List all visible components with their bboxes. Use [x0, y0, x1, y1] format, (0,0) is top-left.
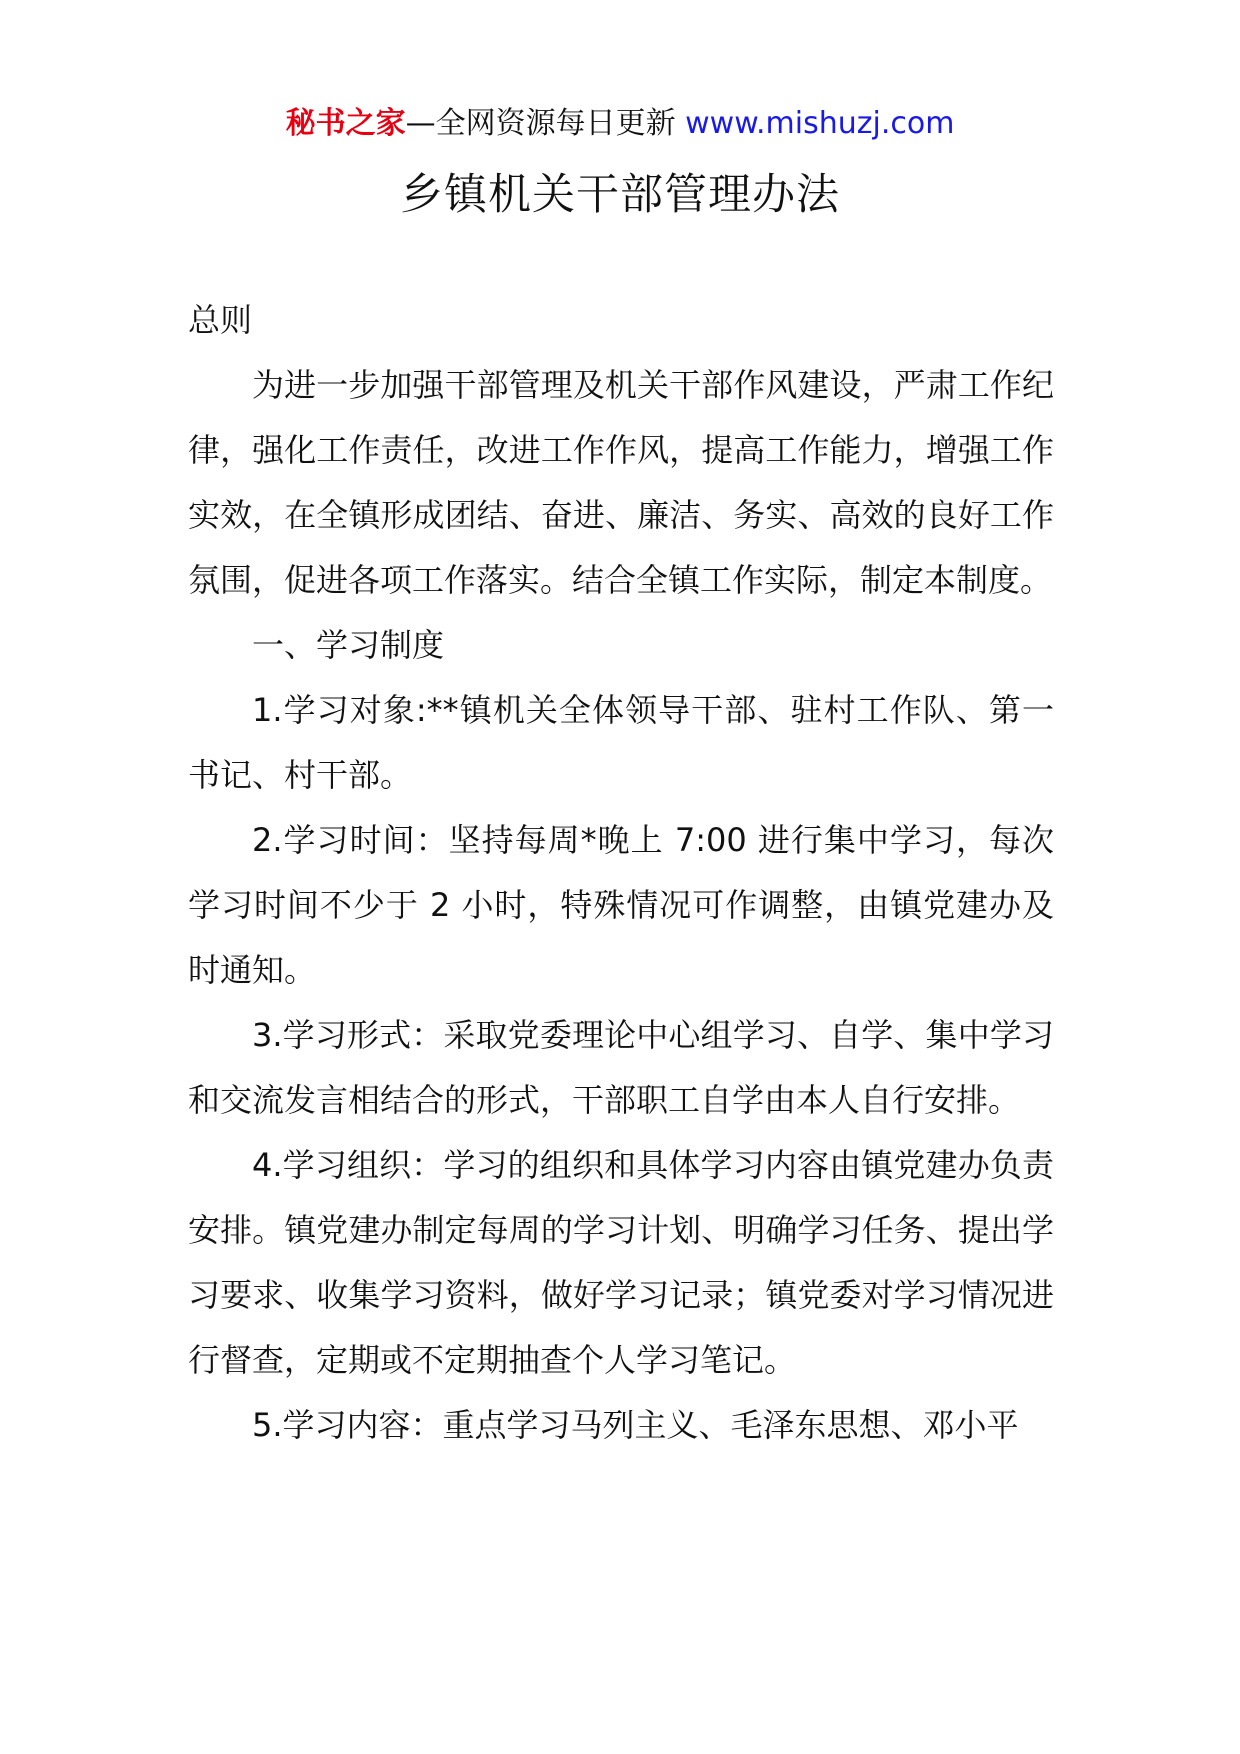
document-title: 乡镇机关干部管理办法: [400, 170, 840, 220]
paragraph-study-organization: 4.学习组织：学习的组织和具体学习内容由镇党建办负责安排。镇党建办制定每周的学习计划、明确学习任务、提出学习要求、收集学习资料，做好学习记录；镇党委对学习情况进行督查，定期或不定期抽查个人学习笔记。: [188, 1146, 1054, 1379]
brand-name: 秘书之家: [285, 106, 406, 141]
document-body: [188, 288, 1054, 1458]
site-banner: [0, 104, 1240, 144]
site-url-link[interactable]: www.mishuzj.com: [685, 106, 955, 141]
paragraph-study-form: 3.学习形式：采取党委理论中心组学习、自学、集中学习和交流发言相结合的形式，干部职工自学由本人自行安排。: [188, 1016, 1054, 1119]
banner-slogan: —全网资源每日更新: [405, 106, 686, 141]
section-heading-general: 总则: [188, 301, 253, 339]
paragraph-study-content: 5.学习内容：重点学习马列主义、毛泽东思想、邓小平: [252, 1406, 1019, 1444]
section-heading-study-system: 一、学习制度: [252, 626, 445, 664]
paragraph-preamble: 为进一步加强干部管理及机关干部作风建设，严肃工作纪律，强化工作责任，改进工作作风，提高工作能力，增强工作实效，在全镇形成团结、奋进、廉洁、务实、高效的良好工作氛围，促进各项工作落实。结合全镇工作实际，制定本制度。: [188, 366, 1054, 599]
paragraph-study-targets: 1.学习对象:**镇机关全体领导干部、驻村工作队、第一书记、村干部。: [188, 691, 1054, 794]
paragraph-study-time: 2.学习时间：坚持每周*晚上 7:00 进行集中学习，每次学习时间不少于 2 小时，特殊情况可作调整，由镇党建办及时通知。: [188, 821, 1054, 989]
